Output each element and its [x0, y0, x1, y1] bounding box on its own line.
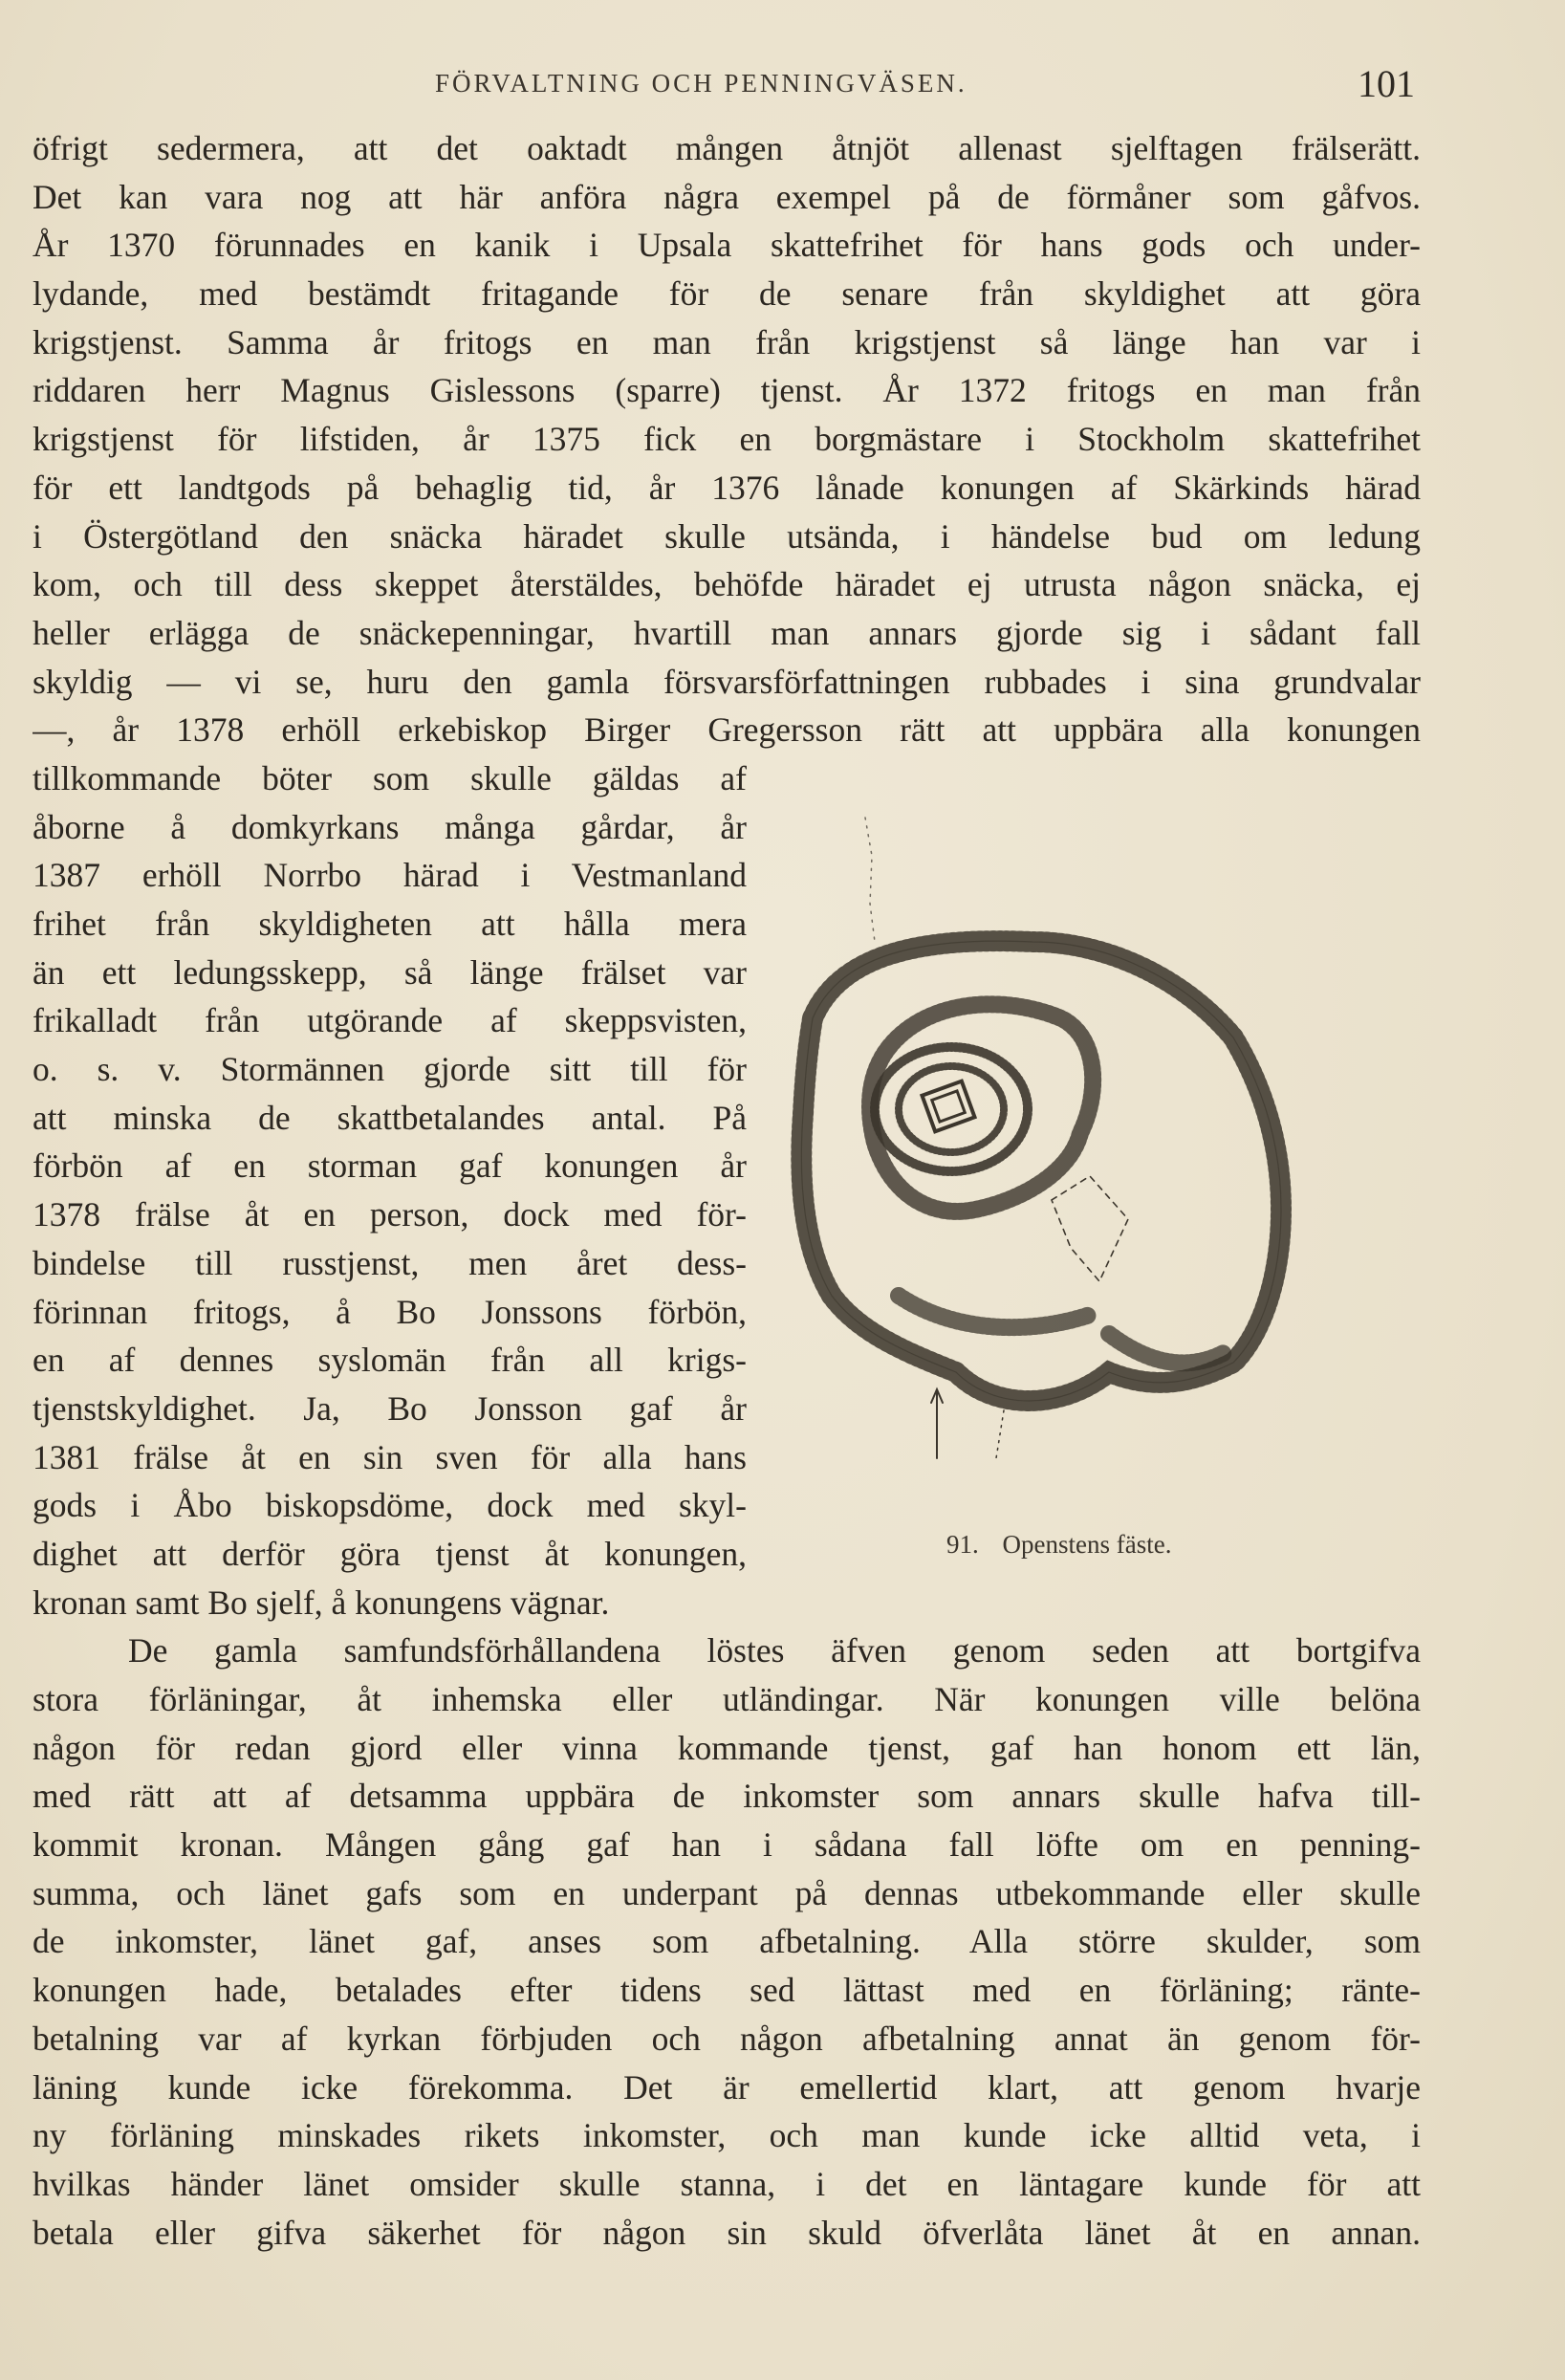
text-line: Det kan vara nog att här anföra några exempel på de förmåner som gåfvos.: [33, 177, 1421, 216]
text-line: gods i Åbo biskopsdöme, dock med skyl-: [33, 1486, 747, 1525]
text-line: förinnan fritogs, å Bo Jonssons förbön,: [33, 1292, 747, 1331]
text-line: 1381 frälse åt en sin sven för alla hans: [33, 1437, 747, 1476]
text-line: tillkommande böter som skulle gäldas af: [33, 758, 747, 797]
text-line: förbön af en storman gaf konungen år: [33, 1146, 747, 1186]
text-line: en af dennes syslomän från all krigs-: [33, 1341, 747, 1380]
text-line: någon för redan gjord eller vinna kommande tjenst, gaf han honom ett län,: [33, 1728, 1421, 1767]
text-line: än ett ledungsskepp, så länge frälset var: [33, 952, 747, 992]
text-line: betala eller gifva säkerhet för någon sin skuld öfverlåta länet åt en annan.: [33, 2213, 1421, 2252]
text-line: med rätt att af detsamma uppbära de inkomster som annars skulle hafva till-: [33, 1777, 1421, 1816]
figure-openstens-faste: [784, 798, 1415, 1559]
text-line: krigstjenst för lifstiden, år 1375 fick en borgmästare i Stockholm skattefrihet: [33, 420, 1421, 459]
text-line: läning kunde icke förekomma. Det är emellertid klart, att genom hvarje: [33, 2067, 1421, 2107]
text-line: summa, och länet gafs som en underpant på dennas utbekommande eller skulle: [33, 1873, 1421, 1912]
text-line: riddaren herr Magnus Gislessons (sparre) tjenst. År 1372 fritogs en man från: [33, 371, 1421, 410]
fortress-plan-illustration: [784, 798, 1415, 1525]
text-line: de inkomster, länet gaf, anses som afbetalning. Alla större skulder, som: [33, 1922, 1421, 1961]
page-header: [0, 59, 1565, 107]
running-title: FÖRVALTNING OCH PENNINGVÄSEN.: [435, 69, 967, 98]
text-line: tjenstskyldighet. Ja, Bo Jonsson gaf år: [33, 1388, 747, 1428]
figure-number: 91.: [946, 1530, 979, 1559]
text-line: åborne å domkyrkans många gårdar, år: [33, 807, 747, 846]
text-line: stora förläningar, åt inhemska eller utländingar. När konungen ville belöna: [33, 1680, 1421, 1718]
text-line: i Östergötland den snäcka häradet skulle utsända, i händelse bud om ledung: [33, 516, 1421, 556]
text-line: De gamla samfundsförhållandena löstes äfven genom seden att bortgifva: [128, 1631, 1421, 1670]
text-line: 1387 erhöll Norrbo härad i Vestmanland: [33, 856, 747, 895]
text-line: hvilkas händer länet omsider skulle stanna, i det en läntagare kunde för att: [33, 2164, 1421, 2203]
text-line: ny förläning minskades rikets inkomster, och man kunde icke alltid veta, i: [33, 2116, 1421, 2155]
text-line: 1378 frälse åt en person, dock med för-: [33, 1195, 747, 1234]
text-line: konungen hade, betalades efter tidens sed lättast med en förläning; ränte-: [33, 1971, 1421, 2010]
text-line: o. s. v. Stormännen gjorde sitt till för: [33, 1050, 747, 1089]
text-line: dighet att derför göra tjenst åt konungen,: [33, 1534, 747, 1573]
text-line: —, år 1378 erhöll erkebiskop Birger Gregersson rätt att uppbära alla konungen: [33, 710, 1421, 750]
figure-caption-text: Openstens fäste.: [1002, 1530, 1172, 1559]
text-line: krigstjenst. Samma år fritogs en man från krigstjenst så länge han var i: [33, 322, 1421, 361]
text-line: lydande, med bestämdt fritagande för de senare från skyldighet att göra: [33, 274, 1421, 314]
text-line: öfrigt sedermera, att det oaktadt mången åtnjöt allenast sjelftagen frälserätt.: [33, 129, 1421, 167]
text-line: frihet från skyldigheten att hålla mera: [33, 905, 747, 943]
text-line: kom, och till dess skeppet återstäldes, behöfde häradet ej utrusta någon snäcka, ej: [33, 565, 1421, 604]
text-line: bindelse till russtjenst, men året dess-: [33, 1243, 747, 1282]
figure-caption: [946, 1530, 1171, 1560]
text-line: heller erlägga de snäckepenningar, hvartill man annars gjorde sig i sådant fall: [33, 613, 1421, 652]
text-line: kommit kronan. Mången gång gaf han i sådana fall löfte om en penning-: [33, 1825, 1421, 1865]
text-line: betalning var af kyrkan förbjuden och någon afbetalning annat än genom för-: [33, 2019, 1421, 2058]
text-line: för ett landtgods på behaglig tid, år 1376 lånade konungen af Skärkinds härad: [33, 468, 1421, 507]
text-line: frikalladt från utgörande af skeppsvisten,: [33, 1001, 747, 1040]
text-line: skyldig — vi se, huru den gamla försvarsförfattningen rubbades i sina grundvalar: [33, 662, 1421, 701]
page-number: 101: [1358, 62, 1415, 105]
text-line: att minska de skattbetalandes antal. På: [33, 1098, 747, 1137]
text-line: År 1370 förunnades en kanik i Upsala skattefrihet för hans gods och under-: [33, 226, 1421, 265]
text-line: kronan samt Bo sjelf, å konungens vägnar.: [33, 1583, 610, 1622]
